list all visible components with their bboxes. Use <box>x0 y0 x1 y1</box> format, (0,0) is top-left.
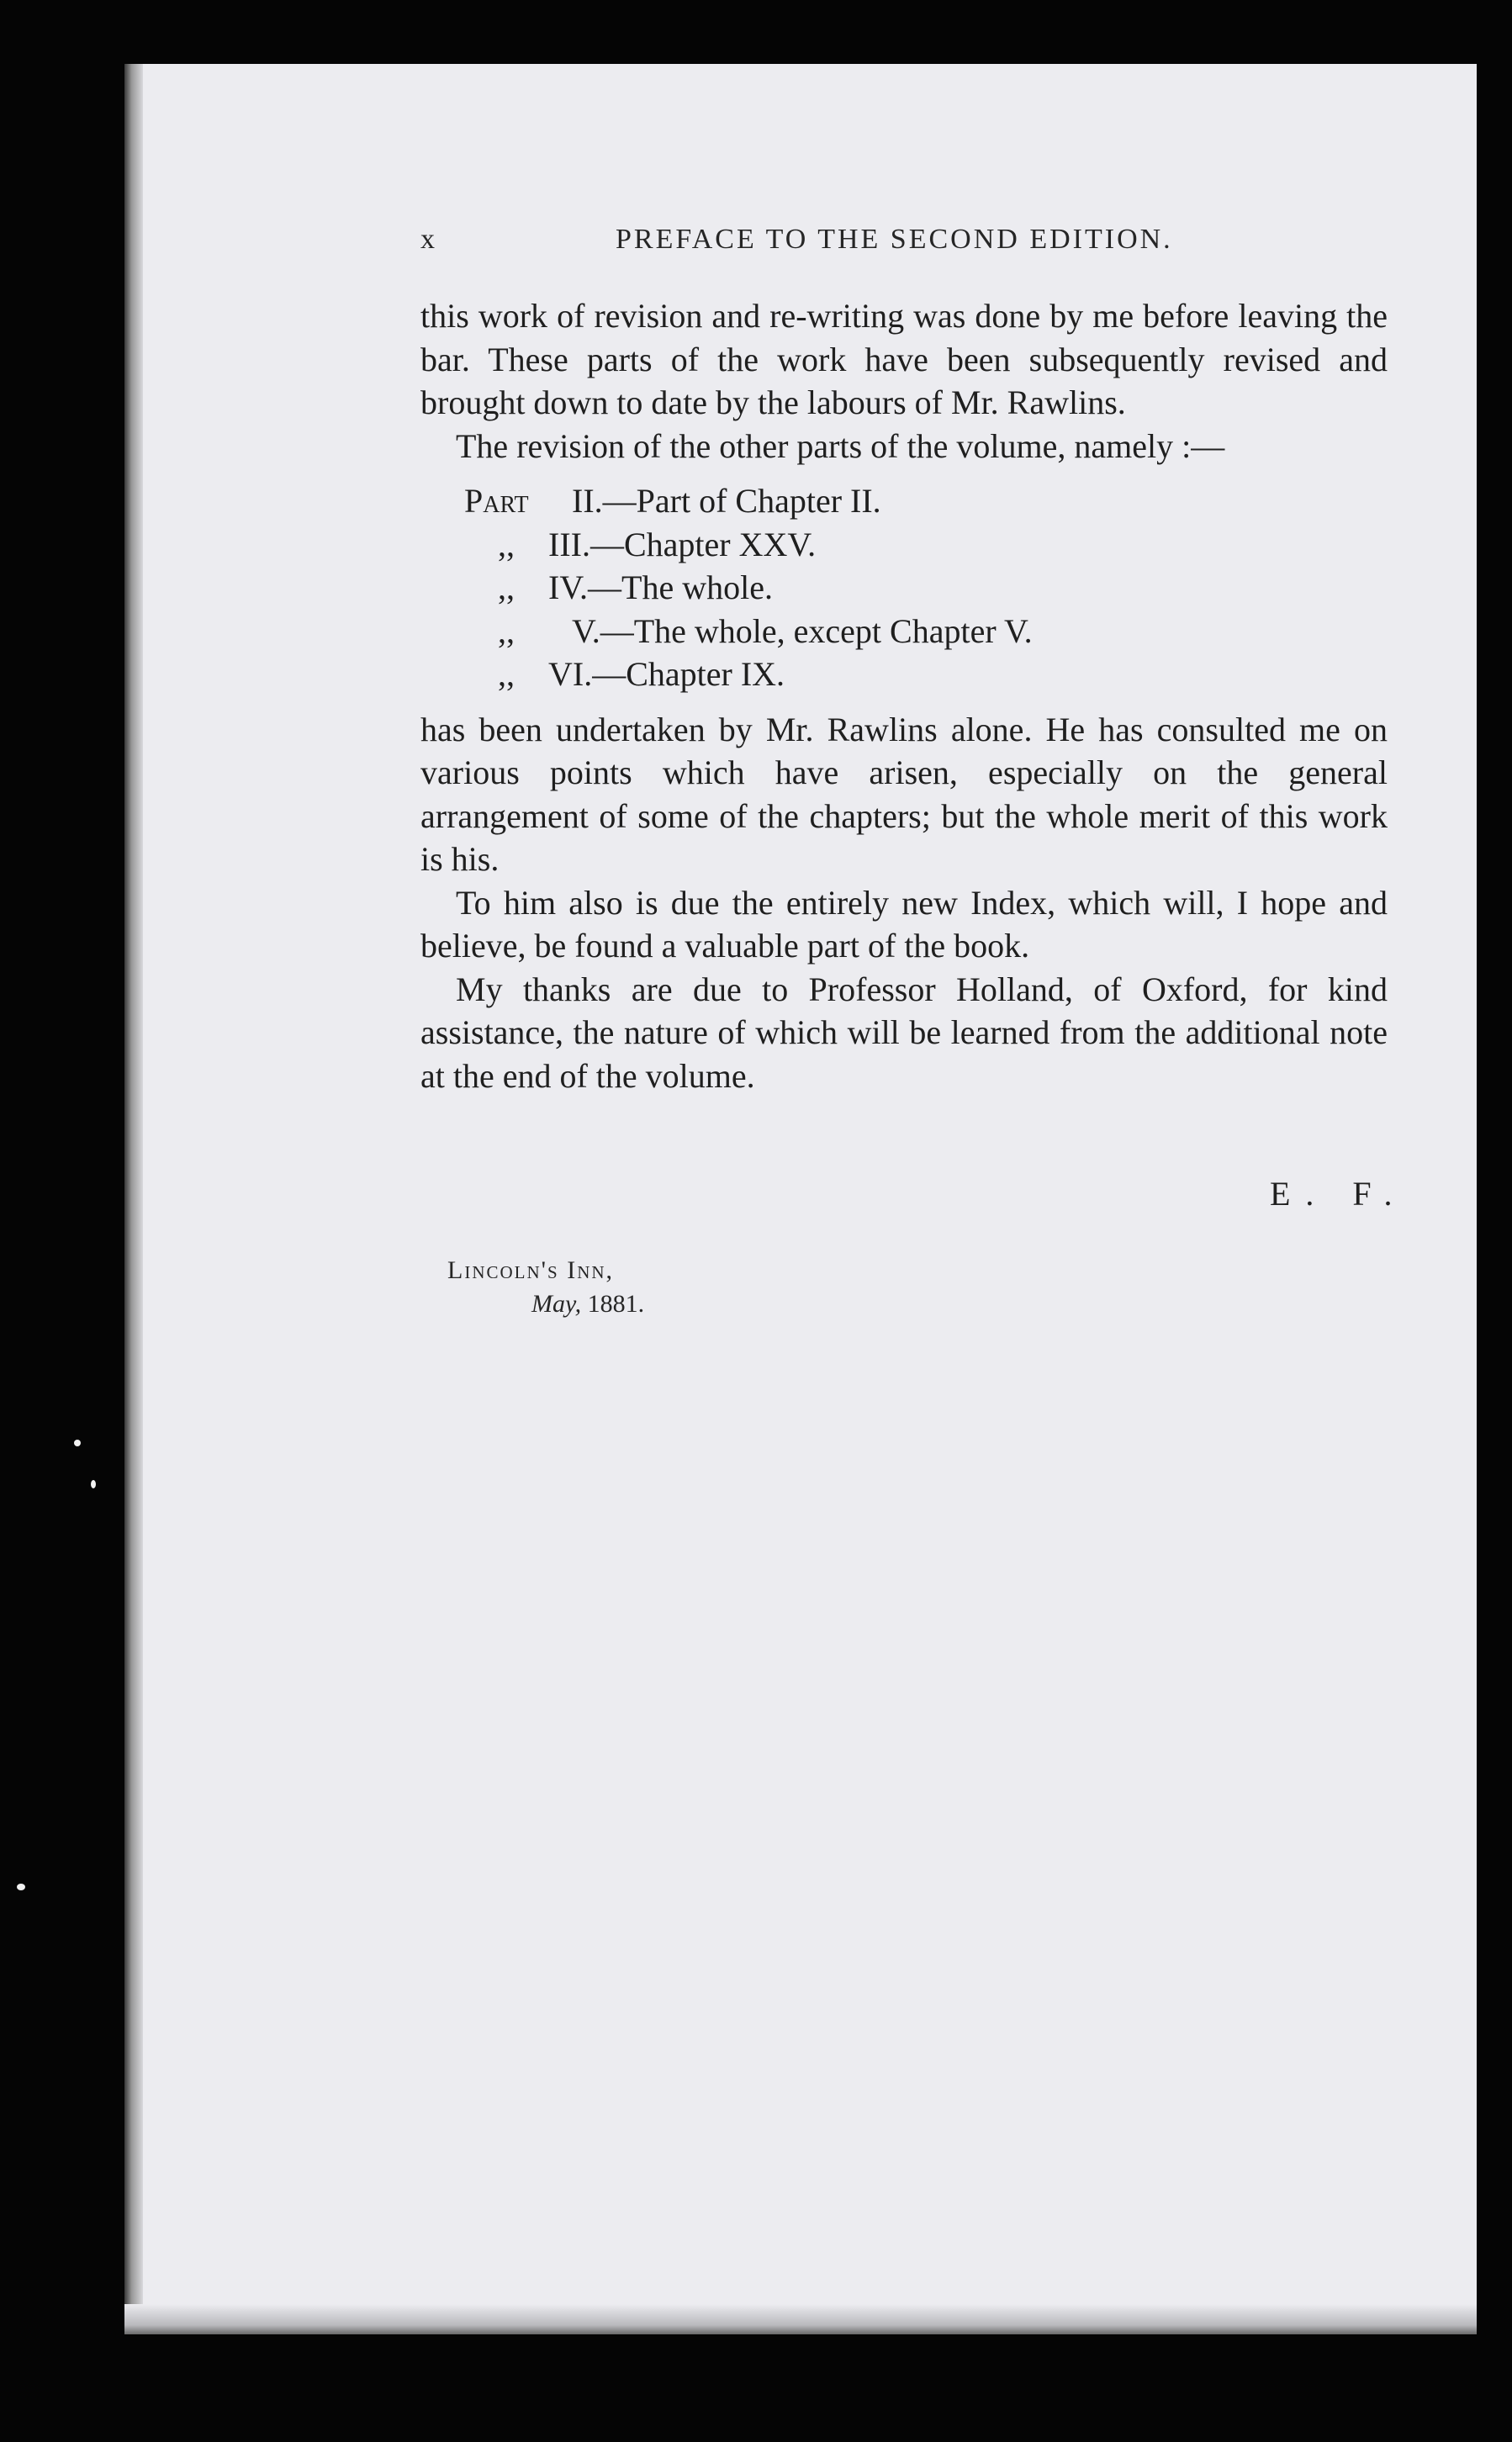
page-number: x <box>420 224 437 255</box>
part-label: Part <box>464 482 529 520</box>
scan-speck <box>91 1480 96 1488</box>
list-item <box>464 523 1388 567</box>
date-year: 1881. <box>587 1290 645 1318</box>
paragraph-thanks: My thanks are due to Professor Holland, of Oxford, for kind assistance, the nature of which will be learned from the additional note at the end of the volume. <box>420 970 1388 1095</box>
running-head-title: PREFACE TO THE SECOND EDITION. <box>616 224 1173 255</box>
place-line: Lincoln's Inn, <box>447 1256 615 1284</box>
ditto-mark: ,, <box>498 655 515 693</box>
part-value: II.—Part of Chapter II. <box>572 482 881 520</box>
page-binding-edge <box>124 64 143 2334</box>
list-item <box>464 566 1388 610</box>
preface-body <box>420 294 1388 1097</box>
part-value: V.—The whole, except Chapter V. <box>572 611 1033 650</box>
list-item <box>464 610 1388 653</box>
part-value: IV.—The whole. <box>548 568 773 606</box>
paragraph-index: To him also is due the entirely new Index, which will, I hope and believe, be found a valuable part of the book. <box>420 883 1388 965</box>
paragraph-rawlins: has been undertaken by Mr. Rawlins alone. He has consulted me on various points which have arisen, especially on the general arrangement of some of the chapters; but the whole merit of this work is his. <box>420 710 1388 878</box>
ditto-mark: ,, <box>498 611 515 650</box>
scan-speck <box>74 1440 81 1446</box>
date-line <box>531 1290 644 1319</box>
list-item <box>464 479 1388 523</box>
ditto-mark: ,, <box>498 568 515 606</box>
paragraph-revision-intro: The revision of the other parts of the volume, namely :— <box>456 426 1225 465</box>
signature: E. F. <box>1270 1175 1408 1213</box>
paragraph-continuation: this work of revision and re-writing was done by me before leaving the bar. These parts of the work have been subsequently revised and brought down to date by the labours of Mr. Rawlins. <box>420 297 1388 421</box>
date-month: May, <box>531 1290 582 1318</box>
list-item <box>464 653 1388 696</box>
parts-list <box>464 479 1388 696</box>
part-value: VI.—Chapter IX. <box>548 655 785 693</box>
scan-speck <box>17 1884 25 1890</box>
ditto-mark: ,, <box>498 525 515 563</box>
part-value: III.—Chapter XXV. <box>548 525 817 563</box>
page-bottom-edge <box>124 2304 1477 2334</box>
